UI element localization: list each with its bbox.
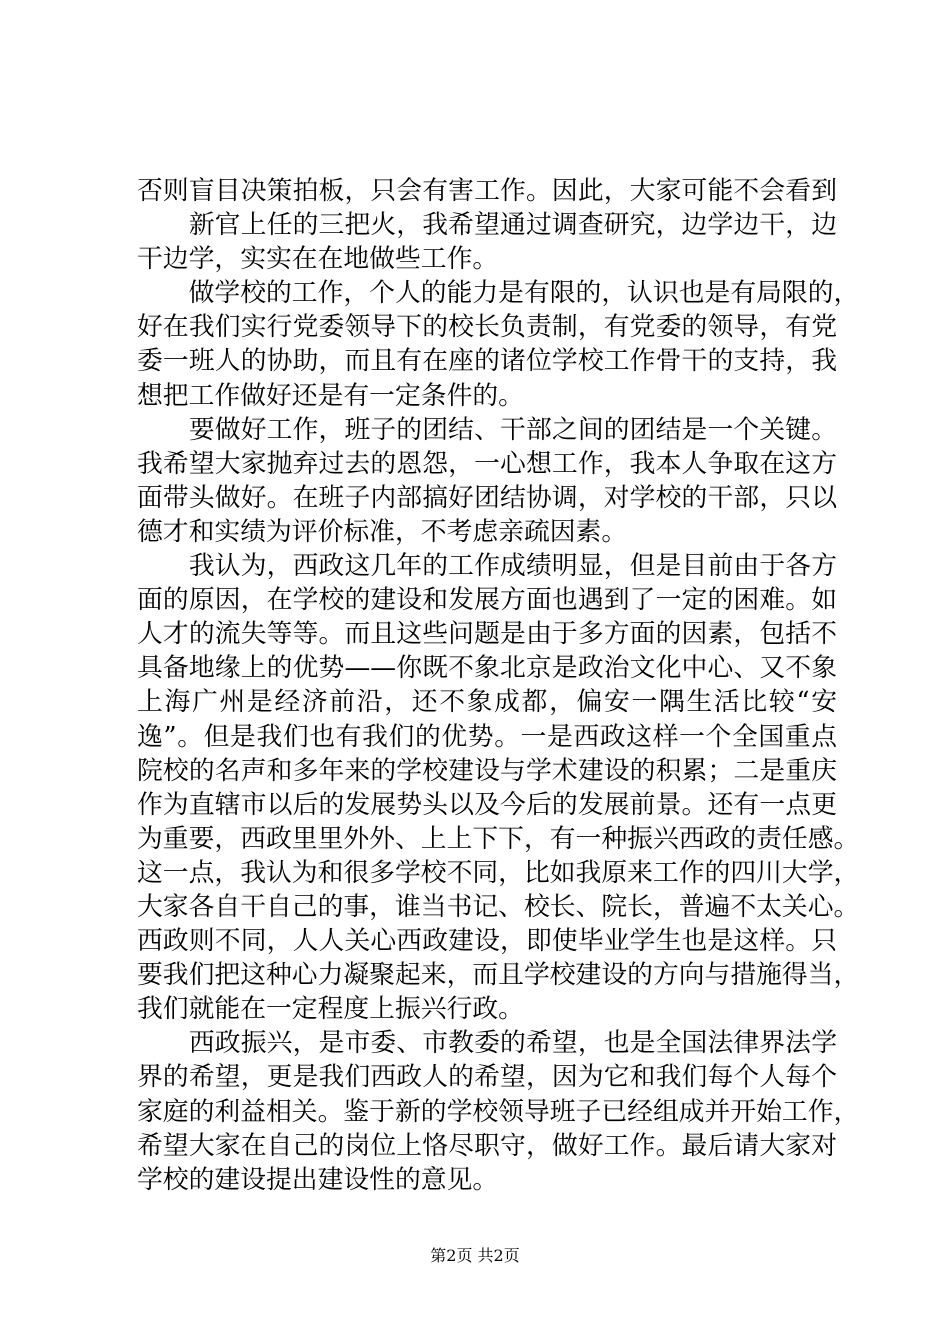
text-line: 人才的流失等等。而且这些问题是由于多方面的因素，包括不 (137, 619, 837, 650)
text-line: 为重要，西政里里外外、上上下下，有一种振兴西政的责任感。 (137, 823, 860, 854)
text-line: 德才和实绩为评价标准，不考虑亲疏因素。 (137, 516, 628, 547)
text-line: 做学校的工作，个人的能力是有限的，认识也是有局限的， (137, 278, 860, 309)
text-line: 西政则不同，人人关心西政建设，即使毕业学生也是这样。只 (137, 926, 837, 957)
text-line: 我们就能在一定程度上振兴行政。 (137, 994, 524, 1025)
text-line: 院校的名声和多年来的学校建设与学术建设的积累；二是重庆 (137, 755, 837, 786)
text-line: 要我们把这种心力凝聚起来，而且学校建设的方向与措施得当， (137, 960, 860, 991)
text-line: 大家各自干自己的事，谁当书记、校长、院长，普遍不太关心。 (137, 891, 860, 922)
text-line: 我认为，西政这几年的工作成绩明显，但是目前由于各方 (137, 551, 837, 582)
text-line: 希望大家在自己的岗位上恪尽职守，做好工作。最后请大家对 (137, 1130, 837, 1161)
text-line: 我希望大家抛弃过去的恩怨，一心想工作，我本人争取在这方 (137, 448, 837, 479)
text-line: 作为直辖市以后的发展势头以及今后的发展前景。还有一点更 (137, 789, 837, 820)
text-line: 西政振兴，是市委、市教委的希望，也是全国法律界法学 (137, 1028, 837, 1059)
text-line: 具备地缘上的优势——你既不象北京是政治文化中心、又不象 (137, 653, 837, 684)
text-line: 否则盲目决策拍板，只会有害工作。因此，大家可能不会看到 (137, 176, 837, 206)
text-line: 上海广州是经济前沿，还不象成都，偏安一隅生活比较“安 (137, 687, 837, 718)
text-line: 要做好工作，班子的团结、干部之间的团结是一个关键。 (137, 414, 837, 445)
text-line: 好在我们实行党委领导下的校长负责制，有党委的领导，有党 (137, 312, 837, 343)
text-line: 委一班人的协助，而且有在座的诸位学校工作骨干的支持，我 (137, 346, 837, 377)
text-line: 学校的建设提出建设性的意见。 (137, 1164, 499, 1195)
text-line: 干边学，实实在在地做些工作。 (137, 244, 499, 275)
text-line: 新官上任的三把火，我希望通过调查研究，边学边干，边 (137, 210, 837, 241)
document-body (137, 174, 860, 1197)
text-line: 逸”。但是我们也有我们的优势。一是西政这样一个全国重点 (137, 721, 837, 752)
text-line: 面的原因，在学校的建设和发展方面也遇到了一定的困难。如 (137, 585, 837, 616)
text-line: 家庭的利益相关。鉴于新的学校领导班子已经组成并开始工作， (137, 1096, 860, 1127)
text-line: 这一点，我认为和很多学校不同，比如我原来工作的四川大学， (137, 857, 860, 888)
text-line: 想把工作做好还是有一定条件的。 (137, 380, 524, 411)
page-number-footer: 第2页 共2页 (430, 1246, 520, 1265)
text-line: 面带头做好。在班子内部搞好团结协调，对学校的干部，只以 (137, 482, 837, 513)
text-line: 界的希望，更是我们西政人的希望，因为它和我们每个人每个 (137, 1062, 837, 1093)
